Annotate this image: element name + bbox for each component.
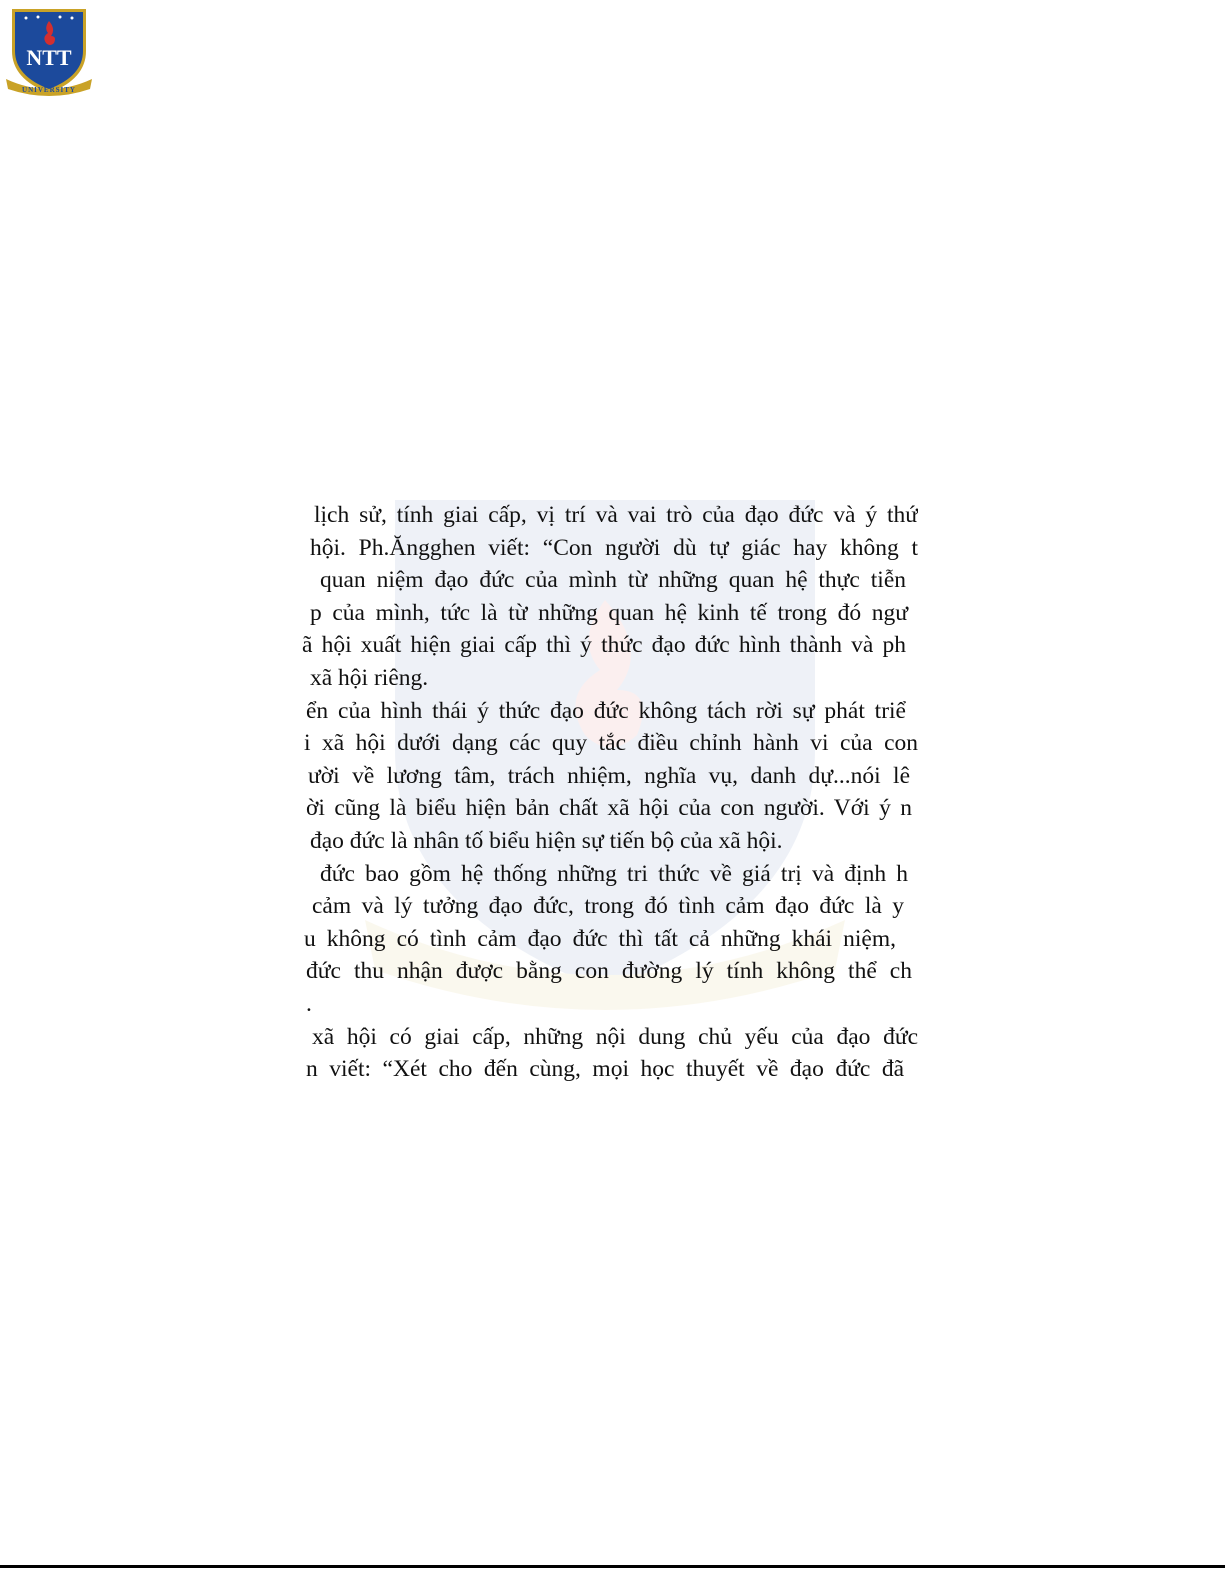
page-bottom-rule (0, 1565, 1225, 1568)
text-line: ển của hình thái ý thức đạo đức không tách rời sự phát triể (306, 697, 906, 724)
ntt-university-crest-icon (4, 3, 94, 99)
university-logo (4, 3, 94, 99)
text-line: đức bao gồm hệ thống những tri thức về giá trị và định h (320, 860, 908, 887)
text-line: i xã hội dưới dạng các quy tắc điều chỉnh hành vi của con (304, 730, 918, 757)
text-line: n viết: “Xét cho đến cùng, mọi học thuyết về đạo đức đã (306, 1056, 904, 1083)
text-line: ời cũng là biểu hiện bản chất xã hội của con người. Với ý n (306, 795, 912, 822)
document-body (296, 499, 918, 1086)
text-line: p của mình, tức là từ những quan hệ kinh tế trong đó ngư (310, 599, 908, 626)
text-line: cảm và lý tưởng đạo đức, trong đó tình cảm đạo đức là y (312, 893, 904, 920)
text-line: ã hội xuất hiện giai cấp thì ý thức đạo đức hình thành và ph (302, 632, 906, 659)
svg-text:UNIVERSITY: UNIVERSITY (22, 86, 76, 94)
text-line: hội. Ph.Ăngghen viết: “Con người dù tự giác hay không t (310, 534, 918, 561)
text-line: xã hội riêng. (310, 664, 429, 691)
text-line: xã hội có giai cấp, những nội dung chủ yếu của đạo đức (312, 1023, 918, 1050)
text-line: lịch sử, tính giai cấp, vị trí và vai trò của đạo đức và ý thứ (314, 502, 918, 528)
text-line: đức thu nhận được bằng con đường lý tính không thể ch (306, 958, 912, 985)
text-line: quan niệm đạo đức của mình từ những quan hệ thực tiễn (320, 567, 906, 594)
text-line: u không có tình cảm đạo đức thì tất cả những khái niệm, (304, 925, 896, 952)
text-line: đạo đức là nhân tố biểu hiện sự tiến bộ của xã hội. (310, 827, 783, 854)
text-line: . (306, 990, 312, 1017)
svg-text:NTT: NTT (26, 45, 72, 70)
text-line: ười về lương tâm, trách nhiệm, nghĩa vụ, danh dự...nói lê (308, 762, 910, 789)
